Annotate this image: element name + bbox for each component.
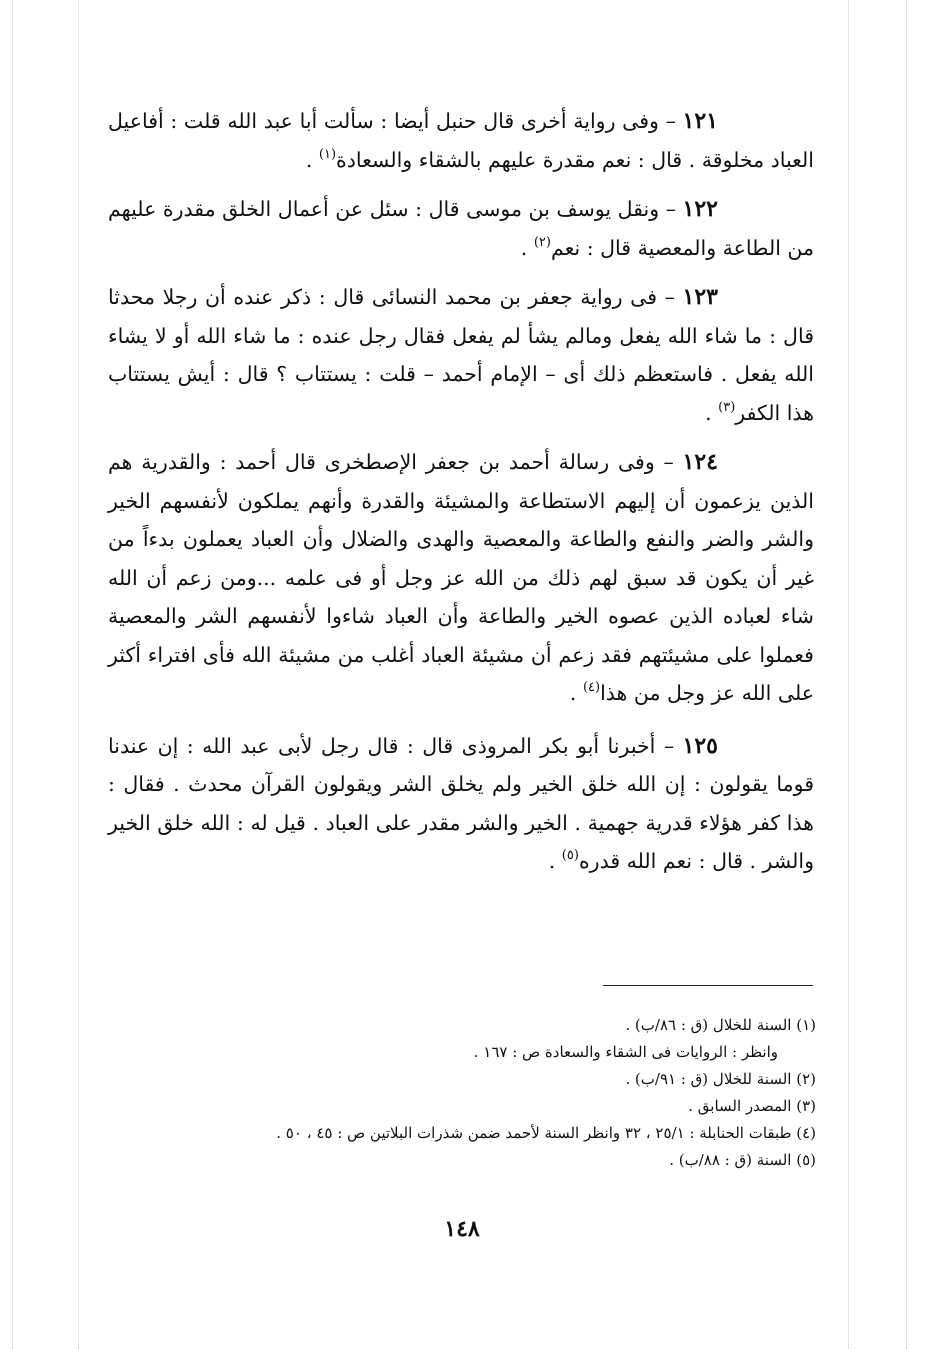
paragraph-number: ١٢١ xyxy=(682,108,718,134)
paragraph-124 xyxy=(108,443,814,713)
paragraph-text: – فى رواية جعفر بن محمد النسائى قال : ذكر عنده أن رجلا محدثا قال : ما شاء الله يفعل ومالم يشأ لم يفعل فقال رجل عنده : ما شاء الله أو لا يشاء الله يفعل . فاستعظم ذلك أى – الإمام أحمد – قلت : يستتاب ؟ قال : أيش يستتاب هذا الكفر xyxy=(108,285,814,425)
footnote-1: (١) السنة للخلال (ق : ٨٦/ب) . xyxy=(625,1016,816,1034)
page-number: ١٤٨ xyxy=(444,1216,480,1242)
paragraph-end: . xyxy=(548,849,562,873)
footnote-3: (٣) المصدر السابق . xyxy=(688,1097,816,1115)
paragraph-125 xyxy=(108,727,814,881)
paragraph-number: ١٢٣ xyxy=(682,284,718,310)
scan-margin-line xyxy=(12,0,13,1349)
footnote-ref: (٤) xyxy=(582,680,601,695)
footnote-2: (٢) السنة للخلال (ق : ٩١/ب) . xyxy=(625,1070,816,1088)
paragraph-text: – وفى رواية أخرى قال حنبل أيضا : سألت أبا عبد الله قلت : أفاعيل العباد مخلوقة . قال : نعم مقدرة عليهم بالشقاء والسعادة xyxy=(108,109,814,172)
footnote-ref: (٢) xyxy=(533,234,551,250)
scan-margin-line xyxy=(906,0,907,1349)
footnote-ref: (٥) xyxy=(561,848,579,863)
paragraph-end: . xyxy=(305,147,319,172)
footnote-1-continued: وانظر : الروايات فى الشقاء والسعادة ص : ١٦٧ . xyxy=(473,1043,778,1061)
main-text xyxy=(108,102,814,892)
paragraph-121 xyxy=(108,102,814,179)
paragraph-text: – أخبرنا أبو بكر المروذى قال : قال رجل لأبى عبد الله : إن عندنا قوما يقولون : إن الله خلق الخير ولم يخلق الشر ويقولون القرآن محدث . فقال : هذا كفر هؤلاء قدرية جهمية . الخير والشر مقدر على العباد . قيل له : الله خلق الخير والشر . قال : نعم الله قدره xyxy=(108,733,814,873)
footnote-4: (٤) طبقات الحنابلة : ٢٥/١ ، ٣٢ وانظر السنة لأحمد ضمن شذرات البلاتين ص : ٤٥ ، ٥٠ . xyxy=(276,1124,816,1142)
paragraph-text: – ونقل يوسف بن موسى قال : سئل عن أعمال الخلق مقدرة عليهم من الطاعة والمعصية قال : نعم xyxy=(108,197,814,260)
paragraph-number: ١٢٢ xyxy=(682,196,718,222)
scan-margin-line xyxy=(848,0,849,1349)
paragraph-number: ١٢٥ xyxy=(682,732,718,759)
paragraph-123 xyxy=(108,278,814,432)
paragraph-end: . xyxy=(569,681,583,705)
footnote-ref: (١) xyxy=(318,146,337,162)
footnotes xyxy=(100,1012,816,1174)
scan-margin-line xyxy=(78,0,79,1349)
paragraph-122 xyxy=(108,190,814,267)
footnote-divider xyxy=(603,985,813,986)
paragraph-end: . xyxy=(705,400,719,425)
paragraph-text: – وفى رسالة أحمد بن جعفر الإصطخرى قال أحمد : والقدرية هم الذين يزعمون أن إليهم الاستطاعة والمشيئة والقدرة وأنهم يملكون لأنفسهم الخير والشر والضر والنفع والطاعة والمعصية والهدى والضلال وأن العباد يعملون بدءاً من غير أن يكون قد سبق لهم ذلك من الله عز وجل أو فى علمه ...ومن زعم أن الله شاء لعباده الذين عصوه الخير والطاعة وأن العباد شاءوا لأنفسهم الشر والمعصية فعملوا على مشيئتهم فقد زعم أن مشيئة العباد أغلب من مشيئة الله فأى افتراء أكثر على الله عز وجل من هذا xyxy=(108,450,814,705)
footnote-5: (٥) السنة (ق : ٨٨/ب) . xyxy=(669,1151,816,1169)
paragraph-number: ١٢٤ xyxy=(682,449,718,475)
footnote-ref: (٣) xyxy=(718,399,736,415)
paragraph-end: . xyxy=(520,235,534,260)
